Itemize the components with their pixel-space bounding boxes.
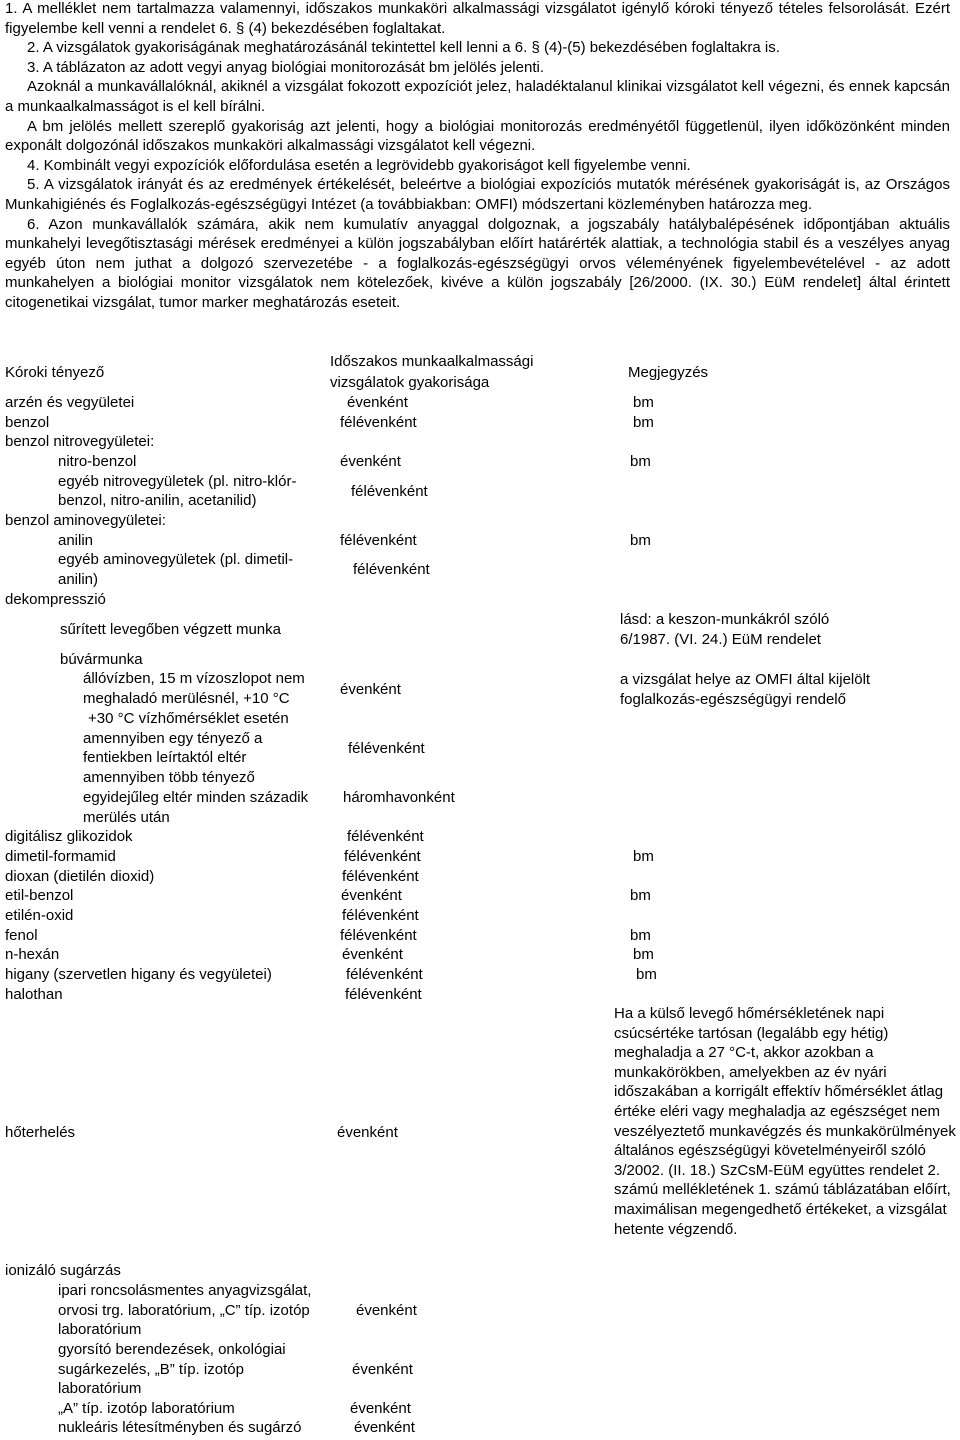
cell-cause: ipari roncsolásmentes anyagvizsgálat, [58,1282,312,1299]
cell-group: dekompresszió [5,591,106,608]
cell-cause: anilin [58,532,94,549]
note-4: 4. Kombinált vegyi expozíciók előfordulása esetén a legrövidebb gyakoriságot kell figyelembe venni. [27,156,691,174]
cell-frequency: félévenként [344,848,421,865]
cell-frequency: félévenként [346,966,423,983]
cell-cause: halothan [5,986,63,1003]
cell-cause: arzén és vegyületei [5,394,135,411]
cell-frequency: évenként [350,1400,411,1417]
heat-stress-remark: Ha a külső levegő hőmérsékletének napi csúcsértéke tartósan (legalább egy hétig) meghaladja a 27 °C-t, akkor azokban a munkakörökben, amelyekben az év nyári időszakában a korrigált effektív hőmérséklet átlag értéke eléri vagy meghaladja az egészséget nem veszélyeztető munkavégzés és munkakörülmények általános egészségügyi követelményeiről szóló 3/2002. (II. 18.) SzCsM-EüM együttes rendelet 2. számú mellékletének 1. számú táblázatában előírt, maximálisan megengedhető értékeket, a vizsgálat hetente végzendő. [614,1005,956,1238]
header-remark: Megjegyzés [628,364,709,381]
header-frequency-line1: Időszakos munkaalkalmassági [330,353,534,370]
cell-frequency: évenként [354,1419,415,1436]
cell-frequency: évenként [347,394,408,411]
cell-remark: bm [633,414,654,431]
cell-cause: +30 °C vízhőmérséklet esetén [88,710,289,727]
note-5: 5. A vizsgálatok irányát és az eredmények értékelését, beleértve a biológiai expozíciós mutatók mérésének gyakoriságát is, az Országos Munkahigiénés és Foglalkozás-egészségügyi Intézet (a továbbiakban: OMFI) módszertani közleményben határozza meg. [5,176,950,213]
cell-frequency: évenként [352,1361,413,1378]
cell-remark: bm [633,946,654,963]
cell-cause: nukleáris létesítményben és sugárzó [58,1419,302,1436]
cell-cause-cont: benzol, nitro-anilin, acetanilid) [58,492,257,509]
cell-frequency: évenként [337,1124,398,1141]
header-frequency-line2: vizsgálatok gyakorisága [330,374,490,391]
cell-cause: dimetil-formamid [5,848,116,865]
cell-cause-cont: anilin) [58,571,99,588]
header-cause: Kóroki tényező [5,364,105,381]
cell-cause: benzol [5,414,50,431]
cell-remark: a vizsgálat helye az OMFI által kijelölt [620,671,871,688]
cell-remark: bm [630,532,651,549]
cell-frequency: háromhavonként [343,789,455,806]
cell-cause-cont: merülés után [83,809,170,826]
cell-cause: higany (szervetlen higany és vegyületei) [5,966,272,983]
cell-remark: bm [633,848,654,865]
cell-cause: gyorsító berendezések, onkológiai [58,1341,286,1358]
cell-frequency: félévenként [340,532,417,549]
cell-frequency: félévenként [345,986,422,1003]
cell-frequency: félévenként [351,483,428,500]
cell-frequency: évenként [342,946,403,963]
cell-frequency: évenként [340,681,401,698]
cell-cause-cont: laboratórium [58,1380,142,1397]
cell-frequency: félévenként [348,740,425,757]
cell-cause: hőterhelés [5,1124,76,1141]
cell-cause-cont: egyidejűleg eltér minden századik [83,789,309,806]
note-3-detail: Azoknál a munkavállalóknál, akiknél a vizsgálat fokozott expozíciót jelez, haladéktalanul klinikai vizsgálatot kell végezni, és ennek kapcsán a munkaalkalmasságot is el kell bírálni. [5,78,950,115]
cell-frequency: évenként [340,453,401,470]
cell-frequency: félévenként [342,868,419,885]
note-3-bm-meaning: A bm jelölés mellett szereplő gyakoriság azt jelenti, hogy a biológiai monitorozás eredményétől függetlenül, ilyen időközönként minden exponált dolgozónál időszakos munkaköri alkalmassági vizsgálatot kell végezni. [5,117,950,155]
cell-remark-cont: foglalkozás-egészségügyi rendelő [620,691,846,708]
cell-remark: bm [630,453,651,470]
note-1: 1. A melléklet nem tartalmazza valamennyi, időszakos munkaköri alkalmassági vizsgálatot igénylő kóroki tényező tételes felsorolását. Ezért figyelembe kell venni a rendelet 6. § (4) bekezdésében foglaltakat. [5,0,950,37]
cell-frequency: évenként [341,887,402,904]
cell-group: búvármunka [60,651,143,668]
cell-frequency: félévenként [353,561,430,578]
cell-cause: sűrített levegőben végzett munka [60,621,281,638]
cell-cause: etil-benzol [5,887,74,904]
note-3: 3. A táblázaton az adott vegyi anyag biológiai monitorozását bm jelölés jelenti. [27,58,544,76]
cell-remark-cont: 6/1987. (VI. 24.) EüM rendelet [620,631,821,648]
cell-group: ionizáló sugárzás [5,1262,121,1279]
cell-cause: amennyiben egy tényező a [83,730,263,747]
cell-cause: „A” típ. izotóp laboratórium [58,1400,235,1417]
cell-cause: etilén-oxid [5,907,74,924]
cell-cause: amennyiben több tényező [83,769,255,786]
note-2: 2. A vizsgálatok gyakoriságának meghatározásánál tekintettel kell lenni a 6. § (4)-(5) bekezdésében foglaltakra is. [27,39,780,57]
cell-cause: fenol [5,927,38,944]
cell-cause-cont: laboratórium [58,1321,142,1338]
cell-cause: n-hexán [5,946,60,963]
cell-remark: bm [630,887,651,904]
cell-cause-cont: orvosi trg. laboratórium, „C” típ. izotóp [58,1302,310,1319]
cell-remark: lásd: a keszon-munkákról szóló [620,611,830,628]
cell-frequency: félévenként [340,414,417,431]
cell-remark: bm [630,927,651,944]
cell-cause-cont: fentiekben leírtaktól eltér [83,749,247,766]
cell-cause-cont: sugárkezelés, „B” típ. izotóp [58,1361,244,1378]
cell-group: benzol aminovegyületei: [5,512,166,529]
intro-notes [5,0,950,313]
note-6: 6. Azon munkavállalók számára, akik nem kumulatív anyaggal dolgoznak, a jogszabály hatálybalépésének időpontjában aktuális munkahelyi levegőtisztasági mérések eredményei a külön jogszabályban előírt határérték alattiak, a technológia stabil és a veszélyes anyag egyéb úton nem juthat a dolgozó szervezetébe - a foglalkozás-egészségügyi orvos véleményének figyelembevételével - az adott munkahelyen a biológiai monitor vizsgálatok nem kötelezőek, kivéve a külön jogszabály [26/2000. (IX. 30.) EüM rendelet] által érintett citogenetikai vizsgálat, tumor marker meghatározás eseteit. [5,215,950,311]
cell-remark: bm [636,966,657,983]
cell-cause: állóvízben, 15 m vízoszlopot nem [83,670,305,687]
cell-cause: nitro-benzol [58,453,137,470]
cell-remark: bm [633,394,654,411]
cell-cause: digitálisz glikozidok [5,828,133,845]
cell-cause: egyéb aminovegyületek (pl. dimetil- [58,551,294,568]
cell-cause: dioxan (dietilén dioxid) [5,868,155,885]
cell-frequency: félévenként [347,828,424,845]
cell-frequency: félévenként [342,907,419,924]
cell-frequency: évenként [356,1302,417,1319]
cell-cause: egyéb nitrovegyületek (pl. nitro-klór- [58,473,297,490]
cell-group: benzol nitrovegyületei: [5,433,155,450]
cell-cause-cont: meghaladó merülésnél, +10 °C [83,690,290,707]
cell-frequency: félévenként [340,927,417,944]
